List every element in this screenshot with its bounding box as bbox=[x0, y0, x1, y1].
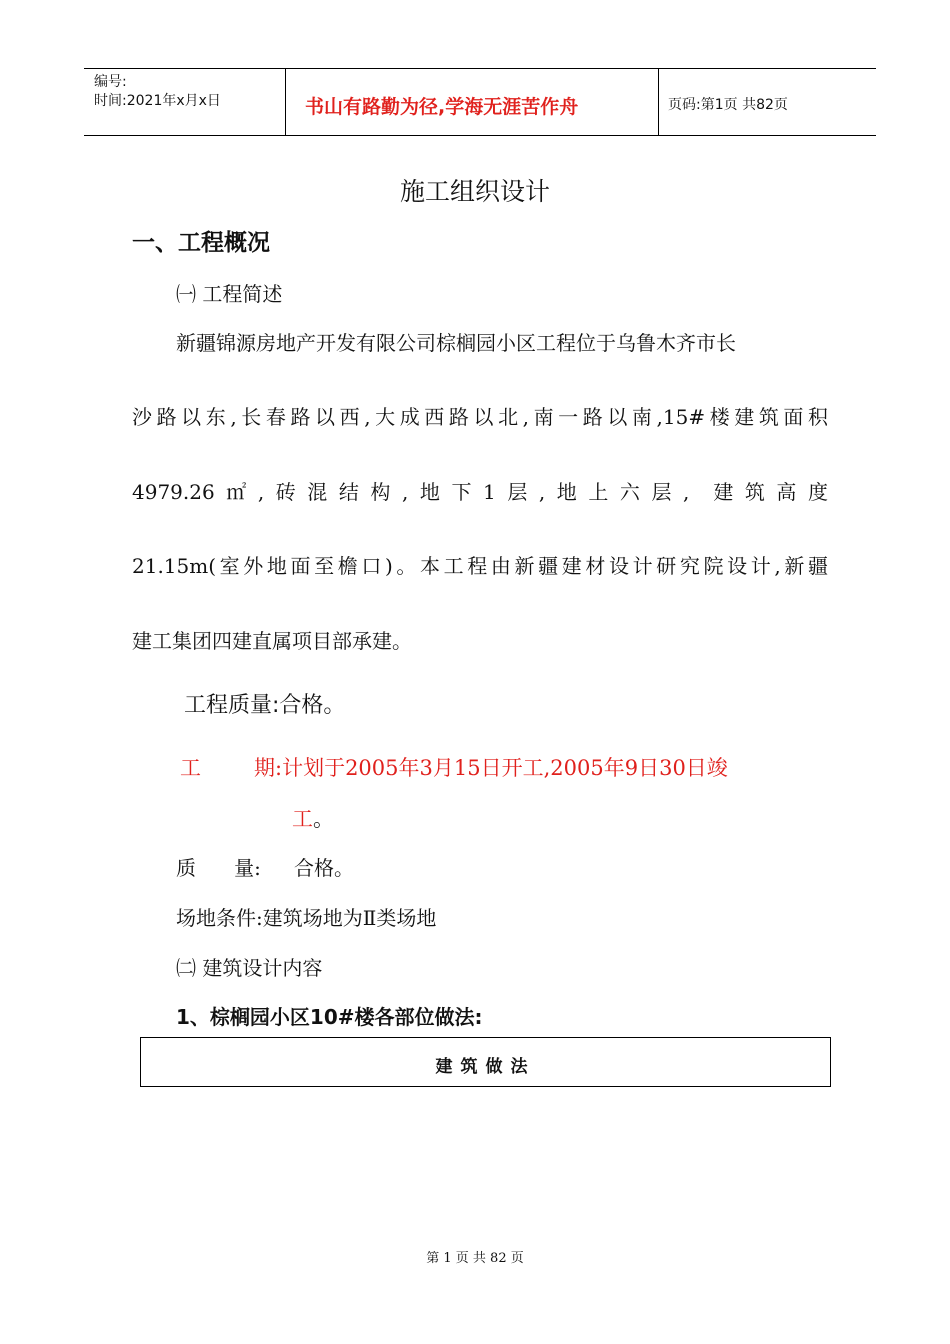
schedule-period: 。 bbox=[313, 807, 334, 831]
overview-line: 沙路以东,长春路以西,大成西路以北,南一路以南,15#楼建筑面积 bbox=[132, 405, 828, 429]
quality-value: 合格。 bbox=[294, 856, 354, 880]
header-time-label: 时间:2021年x月x日 bbox=[94, 93, 221, 109]
subsection-heading-brief: ㈠ 工程简述 bbox=[176, 282, 283, 306]
document-title: 施工组织设计 bbox=[399, 177, 550, 206]
overview-line: 21.15m(室外地面至檐口)。本工程由新疆建材设计研究院设计,新疆 bbox=[132, 554, 828, 578]
quality-line: 工程质量:合格。 bbox=[184, 693, 346, 718]
schedule-continuation bbox=[292, 803, 334, 833]
page-footer: 第 1 页 共 82 页 bbox=[426, 1251, 524, 1266]
section-heading-overview: 一、工程概况 bbox=[132, 230, 270, 256]
header-page-info: 页码:第1页 共82页 bbox=[668, 97, 788, 113]
header-top-rule bbox=[84, 68, 876, 69]
header-number-label: 编号: bbox=[94, 74, 127, 90]
overview-line: 新疆锦源房地产开发有限公司棕榈园小区工程位于乌鲁木齐市长 bbox=[176, 331, 736, 355]
overview-line: 4979.26㎡,砖混结构,地下1层,地上六层, 建筑高度 bbox=[132, 480, 828, 504]
header-divider-right bbox=[658, 68, 659, 135]
overview-line: 建工集团四建直属项目部承建。 bbox=[132, 629, 412, 653]
schedule-text: 期:计划于2005年3月15日开工,2005年9日30日竣 bbox=[254, 756, 728, 780]
table-header-label: 建筑做法 bbox=[435, 1057, 536, 1077]
item-heading: 1、棕榈园小区10#楼各部位做法: bbox=[176, 1005, 483, 1029]
schedule-continuation-char: 工 bbox=[292, 807, 313, 831]
header-bottom-rule bbox=[84, 135, 876, 136]
schedule-label-char: 工 bbox=[180, 756, 201, 780]
site-condition: 场地条件:建筑场地为Ⅱ类场地 bbox=[176, 906, 437, 930]
header-divider-left bbox=[285, 68, 286, 135]
subsection-heading-design: ㈡ 建筑设计内容 bbox=[176, 956, 323, 980]
header-motto: 书山有路勤为径,学海无涯苦作舟 bbox=[305, 96, 579, 118]
quality-label: 质 量: bbox=[176, 856, 261, 880]
